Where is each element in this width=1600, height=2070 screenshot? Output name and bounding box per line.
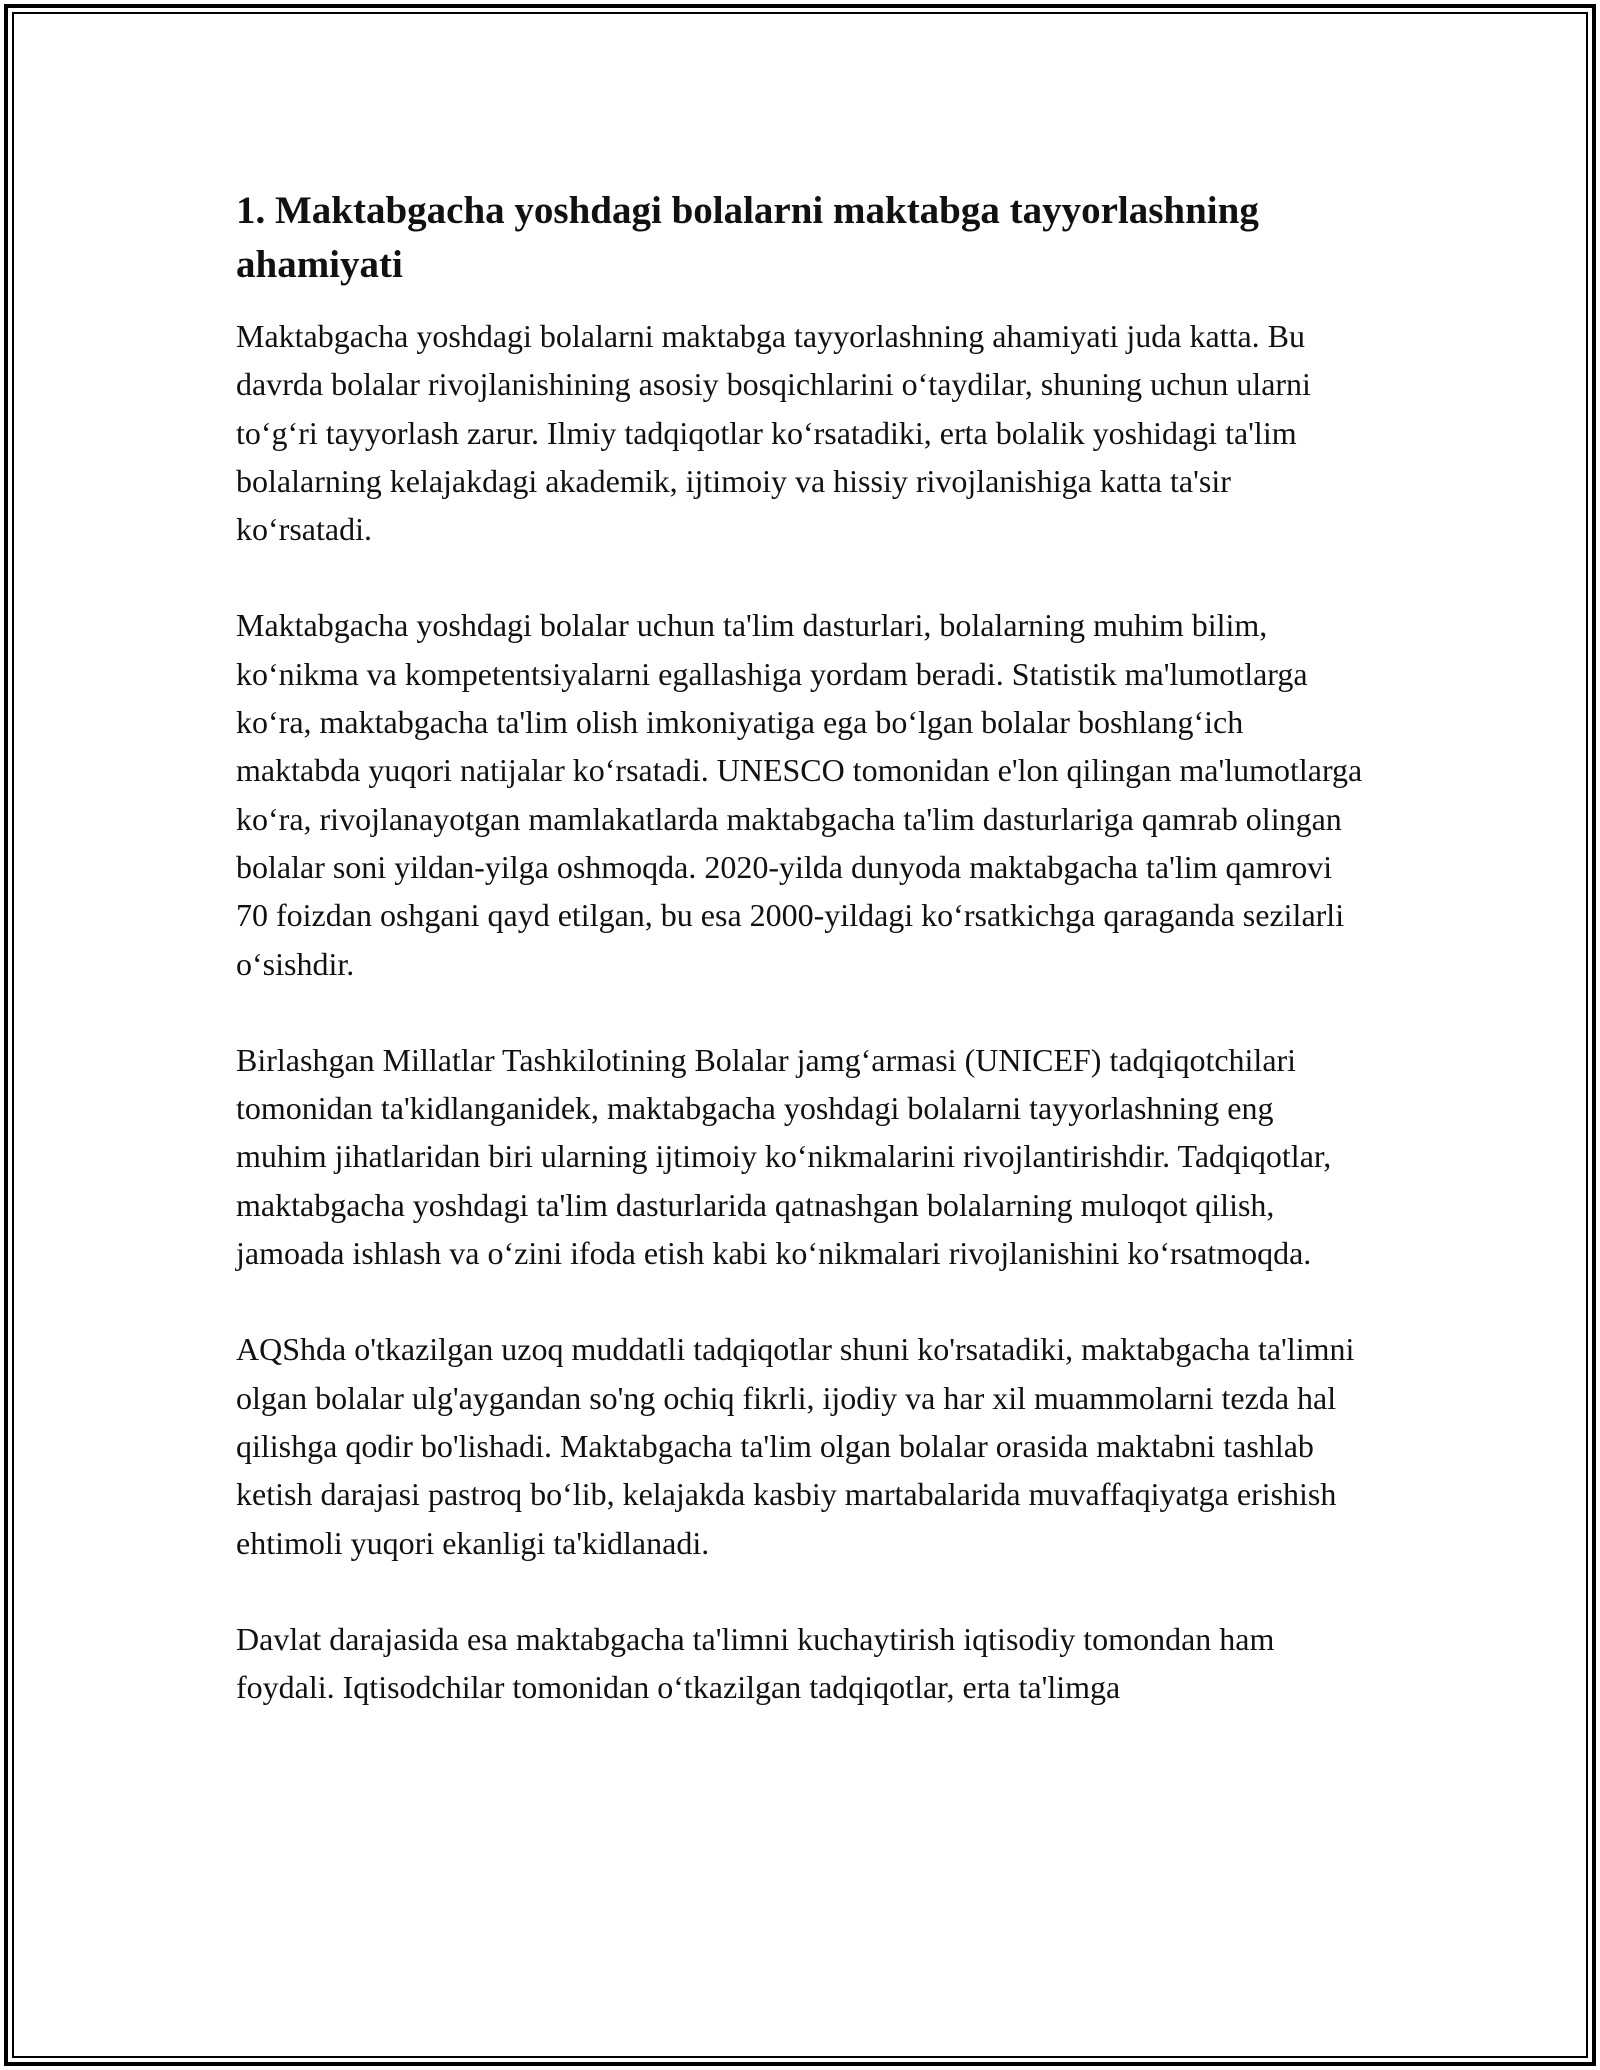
paragraph-4: AQShda o'tkazilgan uzoq muddatli tadqiqotlar shuni ko'rsatadiki, maktabgacha ta'limni olgan bolalar ulg'aygandan so'ng ochiq fikrli, ijodiy va har xil muammolarni tezda hal qilishga qodir bo'lishadi. Maktabgacha ta'lim olgan bolalar orasida maktabni tashlab ketish darajasi pastroq bo‘lib, kelajakda kasbiy martabalarida muvaffaqiyatga erishish ehtimoli yuqori ekanligi ta'kidlanadi. [236,1331,1355,1561]
paragraph-2: Maktabgacha yoshdagi bolalar uchun ta'lim dasturlari, bolalarning muhim bilim, ko‘nikma va kompetentsiyalarni egallashiga yordam beradi. Statistik ma'lumotlarga ko‘ra, maktabgacha ta'lim olish imkoniyatiga ega bo‘lgan bolalar boshlang‘ich maktabda yuqori natijalar ko‘rsatadi. UNESCO tomonidan e'lon qilingan ma'lumotlarga ko‘ra, rivojlanayotgan mamlakatlarda maktabgacha ta'lim dasturlariga qamrab olingan bolalar soni yildan-yilga oshmoqda. 2020-yilda dunyoda maktabgacha ta'lim qamrovi 70 foizdan oshgani qayd etilgan, bu esa 2000-yildagi ko‘rsatkichga qaraganda sezilarli o‘sishdir. [236,607,1363,982]
paragraph-3: Birlashgan Millatlar Tashkilotining Bolalar jamg‘armasi (UNICEF) tadqiqotchilari tomonidan ta'kidlanganidek, maktabgacha yoshdagi bolalarni tayyorlashning eng muhim jihatlaridan biri ularning ijtimoiy ko‘nikmalarini rivojlantirishdir. Tadqiqotlar, maktabgacha yoshdagi ta'lim dasturlarida qatnashgan bolalarning muloqot qilish, jamoada ishlash va o‘zini ifoda etish kabi ko‘nikmalari rivojlanishini ko‘rsatmoqda. [236,1041,1332,1272]
paragraph-1: Maktabgacha yoshdagi bolalarni maktabga tayyorlashning ahamiyati juda katta. Bu davrda bolalar rivojlanishining asosiy bosqichlarini o‘taydilar, shuning uchun ularni to‘g‘ri tayyorlash zarur. Ilmiy tadqiqotlar ko‘rsatadiki, erta bolalik yoshidagi ta'lim bolalarning kelajakdagi akademik, ijtimoiy va hissiy rivojlanishiga katta ta'sir ko‘rsatadi. [236,318,1311,548]
section-heading: 1. Maktabgacha yoshdagi bolalarni maktabga tayyorlashning ahamiyati [236,189,1259,286]
document-body [236,184,1366,1759]
paragraph-5: Davlat darajasida esa maktabgacha ta'limni kuchaytirish iqtisodiy tomondan ham foydali. Iqtisodchilar tomonidan o‘tkazilgan tadqiqotlar, erta ta'limga [236,1620,1275,1706]
